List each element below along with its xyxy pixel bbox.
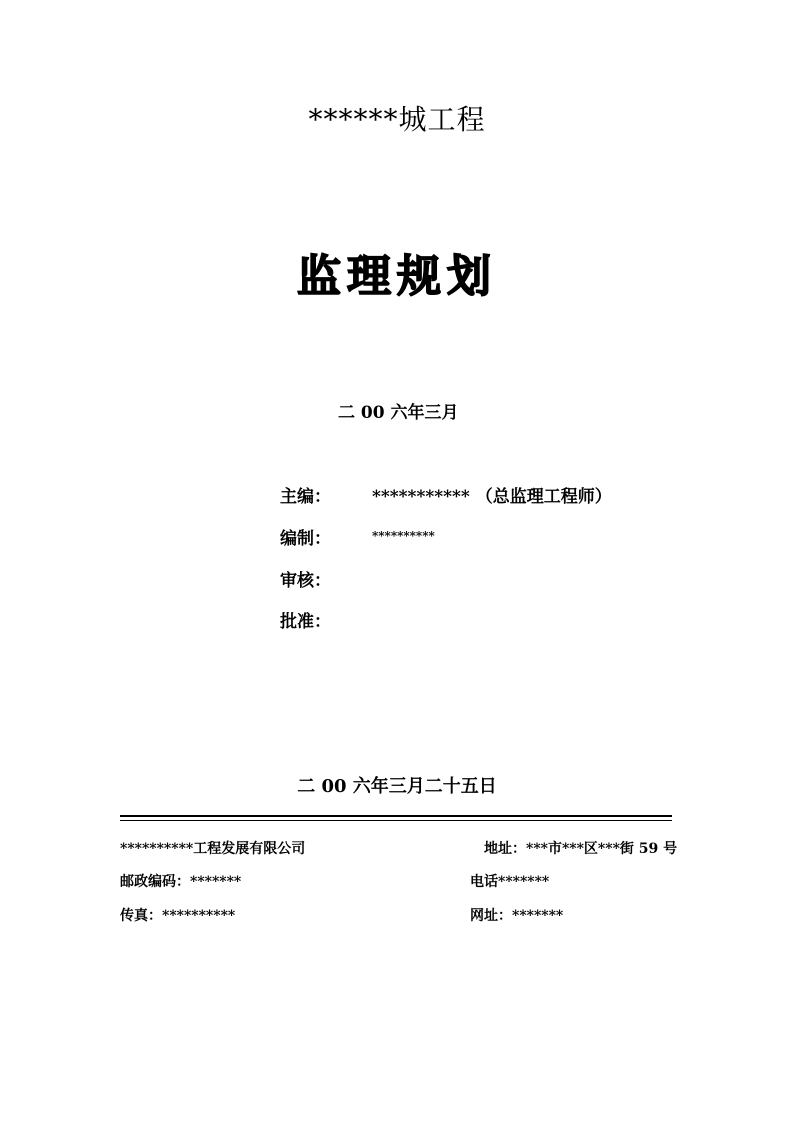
fax: 传真：********** (120, 908, 236, 924)
footer-divider-bottom (120, 820, 672, 821)
footer-divider-top (120, 815, 672, 817)
company-name: **********工程发展有限公司 (120, 841, 306, 857)
reviewer-label: 审核： (280, 571, 331, 591)
compiler-value: ********** (372, 529, 435, 543)
postcode: 邮政编码：******* (120, 874, 242, 890)
compiler-label: 编制： (280, 529, 331, 549)
document-date: 二 00 六年三月 (338, 403, 459, 423)
document-title: 监理规划 (297, 251, 497, 302)
chief-editor-value: *********** （总监理工程师） (372, 487, 612, 507)
issue-date: 二 00 六年三月二十五日 (297, 776, 497, 797)
phone: 电话******* (470, 874, 550, 890)
website: 网址：******* (470, 908, 564, 924)
company-address: 地址：***市***区***街 59 号 (484, 841, 678, 857)
project-title: ******城工程 (308, 103, 486, 136)
chief-editor-label: 主编： (280, 487, 331, 507)
approver-label: 批准： (280, 612, 331, 632)
